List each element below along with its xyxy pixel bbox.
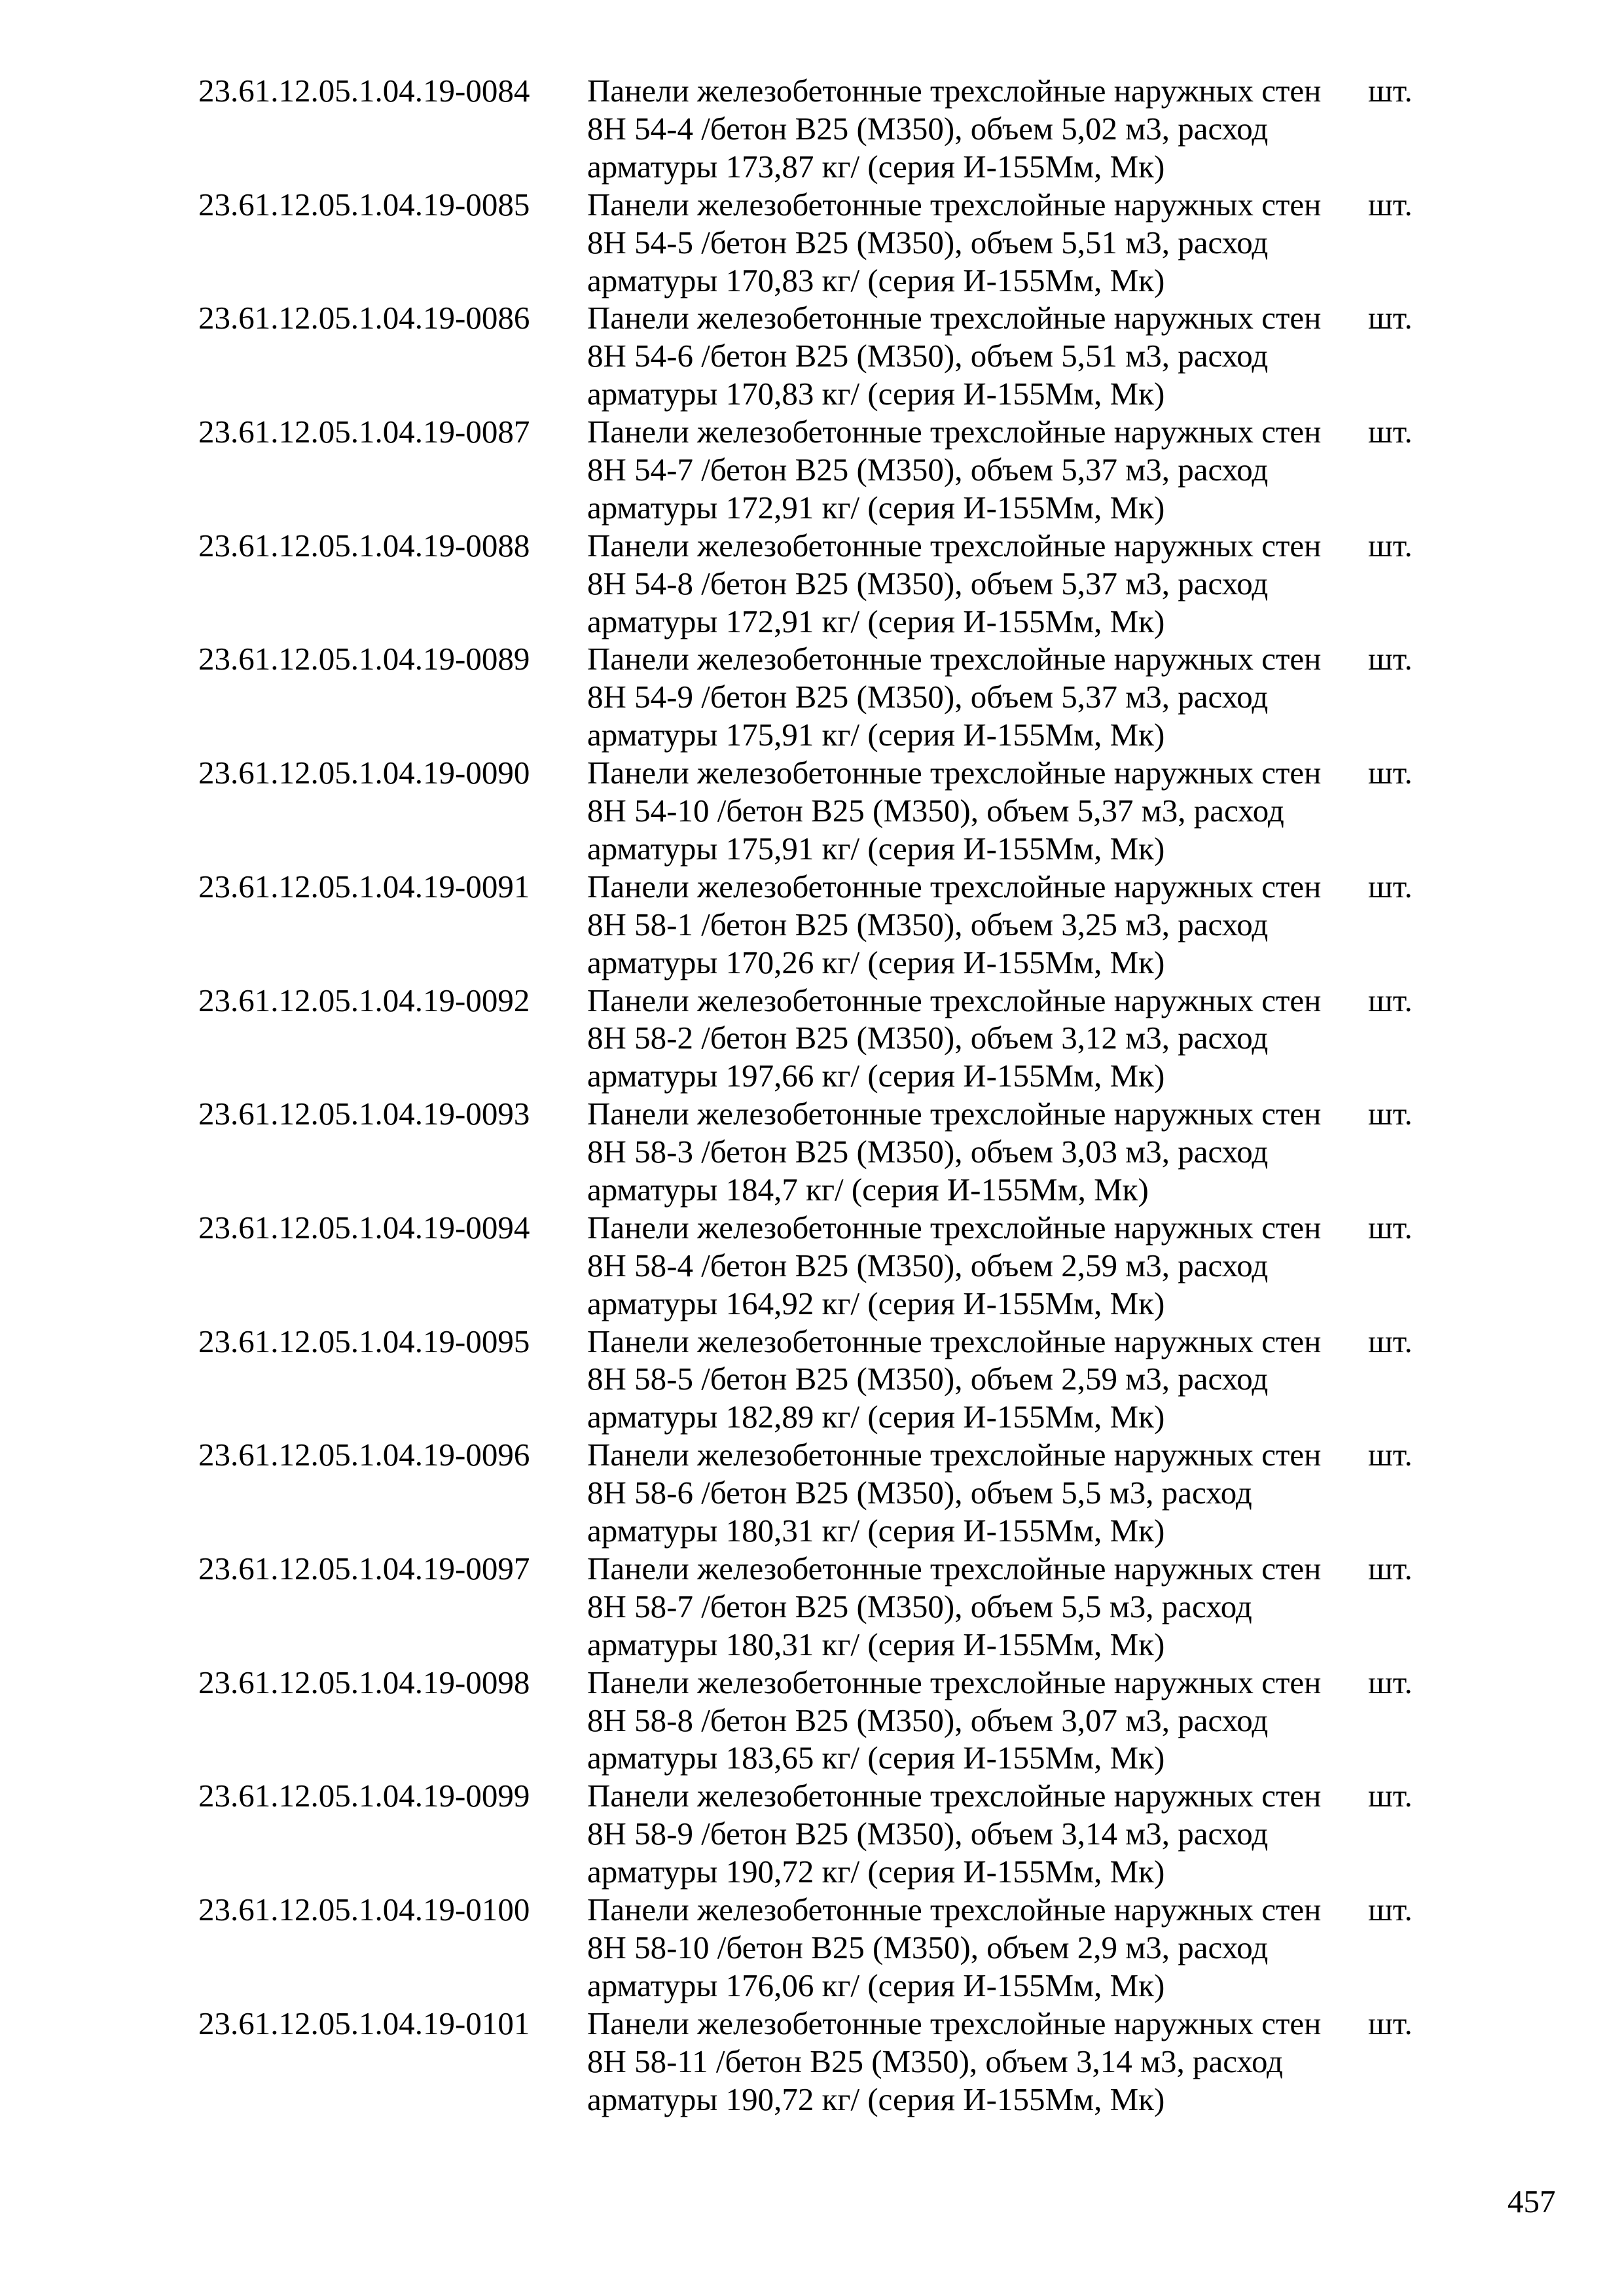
table-row	[198, 1323, 1442, 1437]
resource-code: 23.61.12.05.1.04.19-0090	[198, 755, 530, 791]
resource-description: Панели железобетонные трехслойные наружных стен 8Н 54-4 /бетон В25 (М350), объем 5,02 м3, расход арматуры 173,87 кг/ (серия И-155Мм, Мк)	[587, 73, 1322, 185]
resource-table	[198, 72, 1442, 2118]
resource-description: Панели железобетонные трехслойные наружных стен 8Н 58-10 /бетон В25 (М350), объем 2,9 м3, расход арматуры 176,06 кг/ (серия И-155Мм, Мк)	[587, 1892, 1322, 2003]
table-row	[198, 868, 1442, 982]
table-row	[198, 1209, 1442, 1323]
table-row	[198, 1436, 1442, 1550]
unit-of-measure: шт.	[1368, 2005, 1413, 2041]
unit-of-measure: шт.	[1368, 1664, 1413, 1700]
resource-code: 23.61.12.05.1.04.19-0093	[198, 1096, 530, 1132]
page-number: 457	[1507, 2183, 1556, 2219]
resource-description: Панели железобетонные трехслойные наружных стен 8Н 58-11 /бетон В25 (М350), объем 3,14 м3, расход арматуры 190,72 кг/ (серия И-155Мм, Мк)	[587, 2005, 1322, 2117]
unit-of-measure: шт.	[1368, 641, 1413, 677]
unit-of-measure: шт.	[1368, 73, 1413, 109]
unit-of-measure: шт.	[1368, 1437, 1413, 1473]
table-row	[198, 1095, 1442, 1209]
table-row	[198, 413, 1442, 527]
unit-of-measure: шт.	[1368, 300, 1413, 336]
unit-of-measure: шт.	[1368, 527, 1413, 564]
unit-of-measure: шт.	[1368, 1778, 1413, 1814]
table-row	[198, 1664, 1442, 1778]
unit-of-measure: шт.	[1368, 755, 1413, 791]
resource-description: Панели железобетонные трехслойные наружных стен 8Н 58-7 /бетон В25 (М350), объем 5,5 м3, расход арматуры 180,31 кг/ (серия И-155Мм, Мк)	[587, 1550, 1322, 1662]
unit-of-measure: шт.	[1368, 1892, 1413, 1928]
resource-code: 23.61.12.05.1.04.19-0089	[198, 641, 530, 677]
resource-code: 23.61.12.05.1.04.19-0086	[198, 300, 530, 336]
resource-code: 23.61.12.05.1.04.19-0092	[198, 982, 530, 1018]
resource-code: 23.61.12.05.1.04.19-0096	[198, 1437, 530, 1473]
resource-description: Панели железобетонные трехслойные наружных стен 8Н 58-9 /бетон В25 (М350), объем 3,14 м3, расход арматуры 190,72 кг/ (серия И-155Мм, Мк)	[587, 1778, 1322, 1890]
resource-description: Панели железобетонные трехслойные наружных стен 8Н 54-5 /бетон В25 (М350), объем 5,51 м3, расход арматуры 170,83 кг/ (серия И-155Мм, Мк)	[587, 186, 1322, 298]
resource-description: Панели железобетонные трехслойные наружных стен 8Н 58-3 /бетон В25 (М350), объем 3,03 м3, расход арматуры 184,7 кг/ (серия И-155Мм, Мк)	[587, 1096, 1322, 1208]
resource-code: 23.61.12.05.1.04.19-0099	[198, 1778, 530, 1814]
resource-code: 23.61.12.05.1.04.19-0087	[198, 414, 530, 450]
unit-of-measure: шт.	[1368, 1096, 1413, 1132]
table-row	[198, 982, 1442, 1096]
resource-description: Панели железобетонные трехслойные наружных стен 8Н 58-1 /бетон В25 (М350), объем 3,25 м3, расход арматуры 170,26 кг/ (серия И-155Мм, Мк)	[587, 868, 1322, 980]
resource-code: 23.61.12.05.1.04.19-0088	[198, 527, 530, 564]
unit-of-measure: шт.	[1368, 414, 1413, 450]
table-row	[198, 527, 1442, 641]
table-row	[198, 299, 1442, 413]
table-row	[198, 1550, 1442, 1664]
resource-code: 23.61.12.05.1.04.19-0101	[198, 2005, 530, 2041]
unit-of-measure: шт.	[1368, 186, 1413, 223]
unit-of-measure: шт.	[1368, 868, 1413, 905]
resource-code: 23.61.12.05.1.04.19-0085	[198, 186, 530, 223]
resource-code: 23.61.12.05.1.04.19-0095	[198, 1323, 530, 1359]
resource-code: 23.61.12.05.1.04.19-0094	[198, 1209, 530, 1246]
resource-description: Панели железобетонные трехслойные наружных стен 8Н 54-9 /бетон В25 (М350), объем 5,37 м3, расход арматуры 175,91 кг/ (серия И-155Мм, Мк)	[587, 641, 1322, 753]
unit-of-measure: шт.	[1368, 1550, 1413, 1587]
table-row	[198, 1777, 1442, 1891]
table-row	[198, 2005, 1442, 2119]
unit-of-measure: шт.	[1368, 1323, 1413, 1359]
resource-description: Панели железобетонные трехслойные наружных стен 8Н 58-2 /бетон В25 (М350), объем 3,12 м3, расход арматуры 197,66 кг/ (серия И-155Мм, Мк)	[587, 982, 1322, 1094]
resource-code: 23.61.12.05.1.04.19-0100	[198, 1892, 530, 1928]
resource-description: Панели железобетонные трехслойные наружных стен 8Н 54-6 /бетон В25 (М350), объем 5,51 м3, расход арматуры 170,83 кг/ (серия И-155Мм, Мк)	[587, 300, 1322, 412]
table-row	[198, 72, 1442, 186]
resource-description: Панели железобетонные трехслойные наружных стен 8Н 58-8 /бетон В25 (М350), объем 3,07 м3, расход арматуры 183,65 кг/ (серия И-155Мм, Мк)	[587, 1664, 1322, 1776]
resource-description: Панели железобетонные трехслойные наружных стен 8Н 54-8 /бетон В25 (М350), объем 5,37 м3, расход арматуры 172,91 кг/ (серия И-155Мм, Мк)	[587, 527, 1322, 639]
table-row	[198, 754, 1442, 868]
resource-description: Панели железобетонные трехслойные наружных стен 8Н 54-7 /бетон В25 (М350), объем 5,37 м3, расход арматуры 172,91 кг/ (серия И-155Мм, Мк)	[587, 414, 1322, 526]
table-row	[198, 186, 1442, 300]
resource-code: 23.61.12.05.1.04.19-0098	[198, 1664, 530, 1700]
resource-code: 23.61.12.05.1.04.19-0097	[198, 1550, 530, 1587]
resource-description: Панели железобетонные трехслойные наружных стен 8Н 54-10 /бетон В25 (М350), объем 5,37 м3, расход арматуры 175,91 кг/ (серия И-155Мм, Мк)	[587, 755, 1322, 867]
resource-description: Панели железобетонные трехслойные наружных стен 8Н 58-4 /бетон В25 (М350), объем 2,59 м3, расход арматуры 164,92 кг/ (серия И-155Мм, Мк)	[587, 1209, 1322, 1321]
resource-description: Панели железобетонные трехслойные наружных стен 8Н 58-6 /бетон В25 (М350), объем 5,5 м3, расход арматуры 180,31 кг/ (серия И-155Мм, Мк)	[587, 1437, 1322, 1549]
resource-description: Панели железобетонные трехслойные наружных стен 8Н 58-5 /бетон В25 (М350), объем 2,59 м3, расход арматуры 182,89 кг/ (серия И-155Мм, Мк)	[587, 1323, 1322, 1435]
unit-of-measure: шт.	[1368, 1209, 1413, 1246]
table-row	[198, 640, 1442, 754]
unit-of-measure: шт.	[1368, 982, 1413, 1018]
resource-code: 23.61.12.05.1.04.19-0084	[198, 73, 530, 109]
resource-code: 23.61.12.05.1.04.19-0091	[198, 868, 530, 905]
table-row	[198, 1891, 1442, 2005]
